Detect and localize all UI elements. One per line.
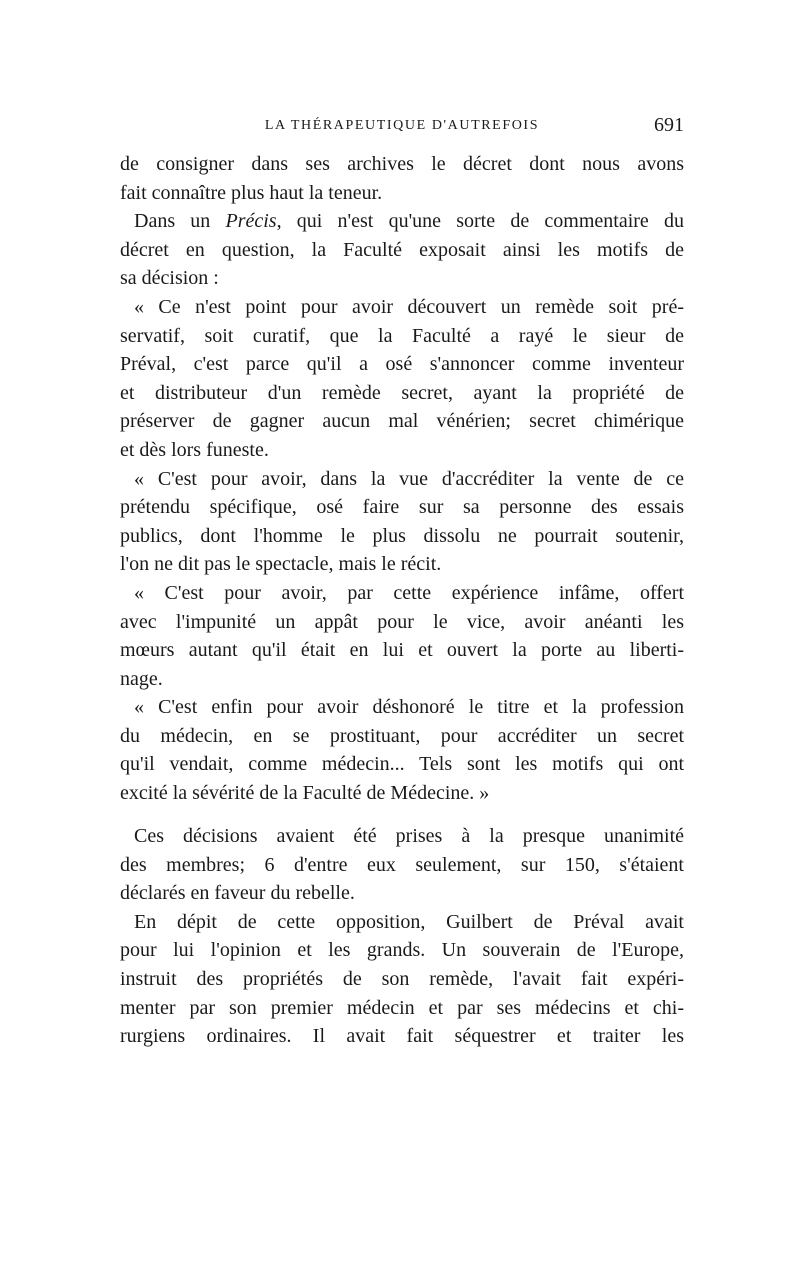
text-line: instruit des propriétés de son remède, l'avait fait expéri-: [120, 967, 684, 990]
text-run: Dans un: [134, 210, 226, 233]
page-number: 691: [654, 114, 684, 136]
text-line: En dépit de cette opposition, Guilbert de Préval avait: [134, 910, 684, 933]
text-line: fait connaître plus haut la teneur.: [120, 181, 383, 204]
running-head: [120, 114, 684, 138]
text-line: qu'il vendait, comme médecin... Tels sont les motifs qui ont: [120, 753, 684, 776]
text-line: Préval, c'est parce qu'il a osé s'annoncer comme inventeur: [120, 353, 684, 376]
text-line: excité la sévérité de la Faculté de Médecine. »: [120, 782, 490, 805]
running-title: LA THÉRAPEUTIQUE D'AUTREFOIS: [264, 118, 540, 133]
text-line: Ces décisions avaient été prises à la presque unanimité: [134, 825, 684, 847]
text-line: et dès lors funeste.: [120, 438, 269, 461]
text-line: décret en question, la Faculté exposait ainsi les motifs de: [120, 238, 684, 261]
text-line: et distributeur d'un remède secret, ayant la propriété de: [120, 381, 684, 404]
text-line-with-emphasis: [120, 207, 684, 236]
text-line: rurgiens ordinaires. Il avait fait séquestrer et traiter les: [120, 1025, 684, 1048]
book-title-emphasis: Précis: [225, 210, 277, 233]
text-line: déclarés en faveur du rebelle.: [120, 882, 355, 905]
text-line: « Ce n'est point pour avoir découvert un remède soit pré-: [134, 295, 684, 318]
text-line: servatif, soit curatif, que la Faculté a rayé le sieur de: [120, 324, 684, 347]
text-line: avec l'impunité un appât pour le vice, avoir anéanti les: [120, 610, 684, 633]
text-run: , qui n'est qu'une sorte de commentaire du: [276, 210, 684, 233]
text-line: préserver de gagner aucun mal vénérien; secret chimérique: [120, 410, 684, 433]
text-block-1: [120, 150, 684, 808]
text-line: « C'est pour avoir, par cette expérience infâme, offert: [134, 581, 684, 604]
text-line: « C'est enfin pour avoir déshonoré le titre et la profession: [134, 696, 684, 719]
text-line: « C'est pour avoir, dans la vue d'accréditer la vente de ce: [134, 467, 684, 490]
text-line: mœurs autant qu'il était en lui et ouvert la porte au liberti-: [120, 639, 684, 662]
text-line: sa décision :: [120, 267, 219, 290]
text-block-2: [120, 822, 684, 1051]
text-line: prétendu spécifique, osé faire sur sa personne des essais: [120, 496, 684, 519]
text-line: publics, dont l'homme le plus dissolu ne pourrait soutenir,: [120, 524, 684, 547]
text-line: l'on ne dit pas le spectacle, mais le récit.: [120, 553, 442, 576]
text-line: du médecin, en se prostituant, pour accréditer un secret: [120, 724, 684, 747]
text-line: de consigner dans ses archives le décret dont nous avons: [120, 153, 684, 175]
text-line: menter par son premier médecin et par ses médecins et chi-: [120, 996, 684, 1019]
text-line: pour lui l'opinion et les grands. Un souverain de l'Europe,: [120, 939, 684, 962]
text-line: des membres; 6 d'entre eux seulement, sur 150, s'étaient: [120, 853, 684, 876]
text-line: nage.: [120, 667, 163, 690]
